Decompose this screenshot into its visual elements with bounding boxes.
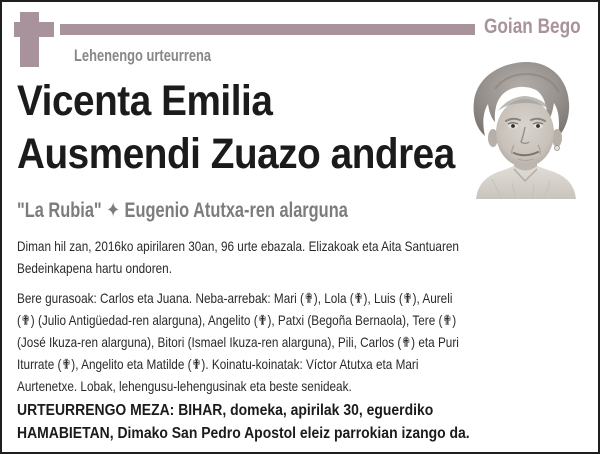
elderly-woman-portrait (474, 62, 576, 199)
deceased-alias-widow-line: "La Rubia" ✦ Eugenio Atutxa-ren alarguna (17, 199, 348, 222)
mass-announcement (17, 399, 470, 445)
cross-icon-vertical (20, 12, 39, 67)
cross-icon-horizontal (14, 22, 54, 37)
text-line: HAMABIETAN, Dimako San Pedro Apostol eleiz parrokian izango da. (17, 425, 470, 442)
header-rule (60, 24, 475, 35)
deceased-name-line1: Vicenta Emilia (17, 77, 273, 125)
text-line: Iturrate (✟), Angelito eta Matilde (✟). Koinatu-koinatak: Víctor Atutxa eta Mari (17, 356, 419, 372)
deceased-name (17, 75, 455, 181)
text-line: Bedeinkapena hartu ondoren. (17, 260, 172, 276)
text-line: Aurtenetxe. Lobak, lehengusu-lehengusinak eta beste senideak. (17, 378, 352, 394)
text-line: (José Ikuza-ren alarguna), Bitori (Ismael Ikuza-ren alarguna), Pili, Carlos (✟) eta Puri (17, 334, 459, 350)
death-notice-paragraph (17, 235, 459, 279)
portrait-photo (462, 59, 590, 199)
motto-text: Goian Bego (484, 15, 581, 38)
deceased-name-line2: Ausmendi Zuazo andrea (17, 130, 455, 178)
text-line: Diman hil zan, 2016ko apirilaren 30an, 96 urte ebazala. Elizakoak eta Aita Santuaren (17, 238, 459, 254)
anniversary-label: Lehenengo urteurrena (74, 46, 212, 65)
text-line: Bere gurasoak: Carlos eta Juana. Neba-arrebak: Mari (✟), Lola (✟), Luis (✟), Aureli (17, 290, 453, 306)
text-line: URTEURRENGO MEZA: BIHAR, domeka, apirilak 30, eguerdiko (17, 402, 434, 419)
text-line: (✟) (Julio Antigüedad-ren alarguna), Angelito (✟), Patxi (Begoña Bernaola), Tere (✟) (17, 312, 457, 328)
family-list-paragraph (17, 287, 459, 397)
